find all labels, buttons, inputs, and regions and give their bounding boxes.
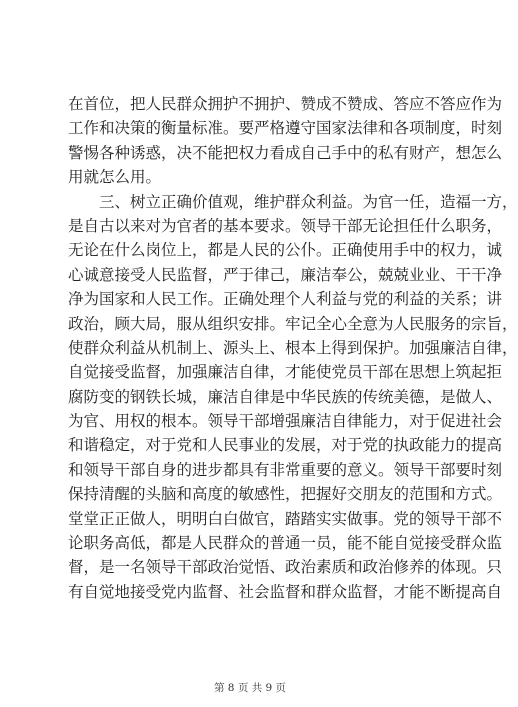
- text-line: 为官、用权的根本。领导干部增强廉洁自律能力，对于促进社会: [68, 412, 503, 431]
- text-line: 和领导干部自身的进步都具有非常重要的意义。领导干部要时刻: [68, 460, 503, 479]
- text-line: 在首位，把人民群众拥护不拥护、赞成不赞成、答应不答应作为: [68, 95, 503, 113]
- text-line: 有自觉地接受党内监督、社会监督和群众监督，才能不断提高自: [68, 582, 503, 601]
- text-line: 净为国家和人民工作。正确处理个人利益与党的利益的关系；讲: [68, 290, 503, 309]
- text-line: 论职务高低，都是人民群众的普通一员，能不能自觉接受群众监: [68, 534, 503, 553]
- body-text: [68, 92, 518, 604]
- text-line: 保持清醒的头脑和高度的敏感性，把握好交朋友的范围和方式。: [68, 485, 503, 504]
- text-line: 工作和决策的衡量标准。要严格遵守国家法律和各项制度，时刻: [68, 119, 503, 138]
- text-line: 警惕各种诱惑，决不能把权力看成自己手中的私有财产，想怎么: [68, 143, 503, 162]
- text-line: 和谐稳定，对于党和人民事业的发展，对于党的执政能力的提高: [68, 436, 503, 455]
- text-line: 是自古以来对为官者的基本要求。领导干部无论担任什么职务，: [68, 216, 503, 235]
- text-line: 用就怎么用。: [68, 168, 162, 187]
- text-line: 腐防变的钢铁长城，廉洁自律是中华民族的传统美德，是做人、: [68, 387, 503, 406]
- text-line: 自觉接受监督，加强廉洁自律，才能使党员干部在思想上筑起拒: [68, 363, 503, 382]
- text-line: 督，是一名领导干部政治觉悟、政治素质和政治修养的体现。只: [68, 558, 503, 577]
- text-line: 使群众利益从机制上、源头上、根本上得到保护。加强廉洁自律，: [68, 338, 518, 357]
- text-line: 政治，顾大局，服从组织安排。牢记全心全意为人民服务的宗旨，: [68, 314, 518, 333]
- page-footer: 第 8 页 共 9 页: [213, 682, 287, 694]
- text-line: 三、树立正确价值观，维护群众利益。为官一任，造福一方，: [68, 192, 518, 211]
- text-line: 心诚意接受人民监督，严于律己，廉洁奉公，兢兢业业、干干净: [68, 265, 503, 284]
- text-line: 无论在什么岗位上，都是人民的公仆。正确使用手中的权力，诚: [68, 241, 503, 260]
- text-line: 堂堂正正做人，明明白白做官，踏踏实实做事。党的领导干部不: [68, 509, 503, 528]
